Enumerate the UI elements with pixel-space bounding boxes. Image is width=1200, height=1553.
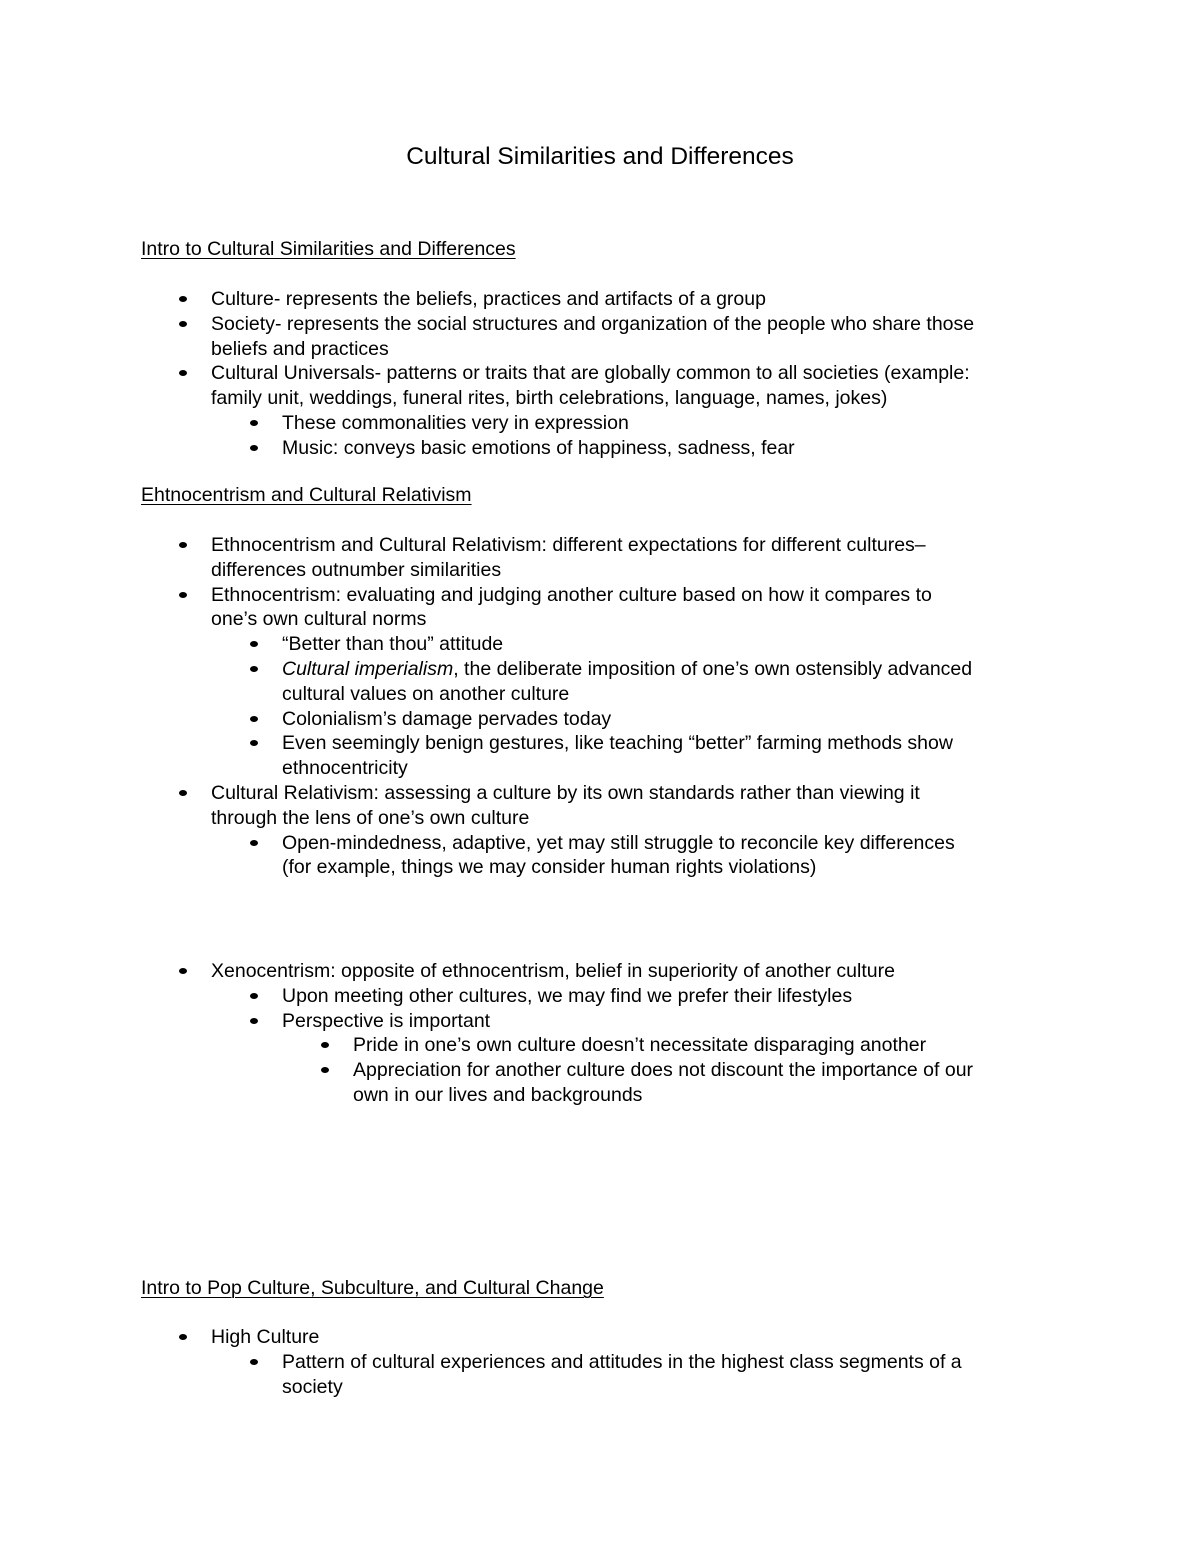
list-item: High Culture [0,1325,1102,1350]
bullet-icon [250,1018,258,1024]
list-item: Ethnocentrism and Cultural Relativism: different expectations for different cultures– differences outnumber similarities [0,533,1112,583]
bullet-icon [250,740,258,746]
list-item: Culture- represents the beliefs, practices and artifacts of a group [0,287,1114,312]
list-item: Music: conveys basic emotions of happiness, sadness, fear [0,436,1114,461]
bullet-icon [250,641,258,647]
bullet-icon [179,1334,187,1340]
bullet-icon [250,993,258,999]
bullet-list-ethnocentrism [0,533,1112,880]
list-item: Cultural Relativism: assessing a culture by its own standards rather than viewing it through the lens of one’s own culture [0,781,1112,831]
bullet-icon [179,790,187,796]
list-item: Colonialism’s damage pervades today [0,707,1112,732]
bullet-icon [250,666,258,672]
bullet-icon [179,542,187,548]
list-item: Even seemingly benign gestures, like teaching “better” farming methods show ethnocentricity [0,731,1112,781]
list-item: Upon meeting other cultures, we may find we prefer their lifestyles [0,984,1113,1009]
document-title: Cultural Similarities and Differences [406,143,794,170]
bullet-icon [179,968,187,974]
list-item: Pride in one’s own culture doesn’t necessitate disparaging another [0,1033,1113,1058]
section-heading-pop-culture: Intro to Pop Culture, Subculture, and Cultural Change [141,1277,604,1299]
list-item: Appreciation for another culture does not discount the importance of our own in our lives and backgrounds [0,1058,1113,1108]
italic-term: Cultural imperialism [282,657,454,680]
bullet-icon [179,321,187,327]
list-item: Society- represents the social structures and organization of the people who share those beliefs and practices [0,312,1114,362]
bullet-icon [250,840,258,846]
list-item: Ethnocentrism: evaluating and judging another culture based on how it compares to one’s own cultural norms [0,583,1112,633]
bullet-icon [250,1359,258,1365]
list-item: Cultural imperialism, the deliberate imposition of one’s own ostensibly advanced cultural values on another culture [0,657,1112,707]
list-item: Xenocentrism: opposite of ethnocentrism, belief in superiority of another culture [0,959,1113,984]
bullet-list-xenocentrism [0,959,1113,1108]
list-item: These commonalities very in expression [0,411,1114,436]
bullet-icon [179,592,187,598]
bullet-icon [250,716,258,722]
section-heading-intro: Intro to Cultural Similarities and Differences [141,238,516,260]
bullet-icon [250,445,258,451]
bullet-list-pop-culture [0,1325,1102,1399]
list-item: Cultural Universals- patterns or traits that are globally common to all societies (example: family unit, weddings, funeral rites, birth celebrations, language, names, jokes) [0,361,1114,411]
list-item: Pattern of cultural experiences and attitudes in the highest class segments of a society [0,1350,1102,1400]
section-heading-ethnocentrism: Ehtnocentrism and Cultural Relativism [141,484,472,506]
bullet-icon [250,420,258,426]
list-item: Open-mindedness, adaptive, yet may still struggle to reconcile key differences (for example, things we may consider human rights violations) [0,831,1112,881]
list-item: Perspective is important [0,1009,1113,1034]
bullet-icon [321,1042,329,1048]
bullet-icon [179,296,187,302]
bullet-icon [321,1067,329,1073]
bullet-icon [179,370,187,376]
list-item: “Better than thou” attitude [0,632,1112,657]
bullet-list-intro [0,287,1114,461]
